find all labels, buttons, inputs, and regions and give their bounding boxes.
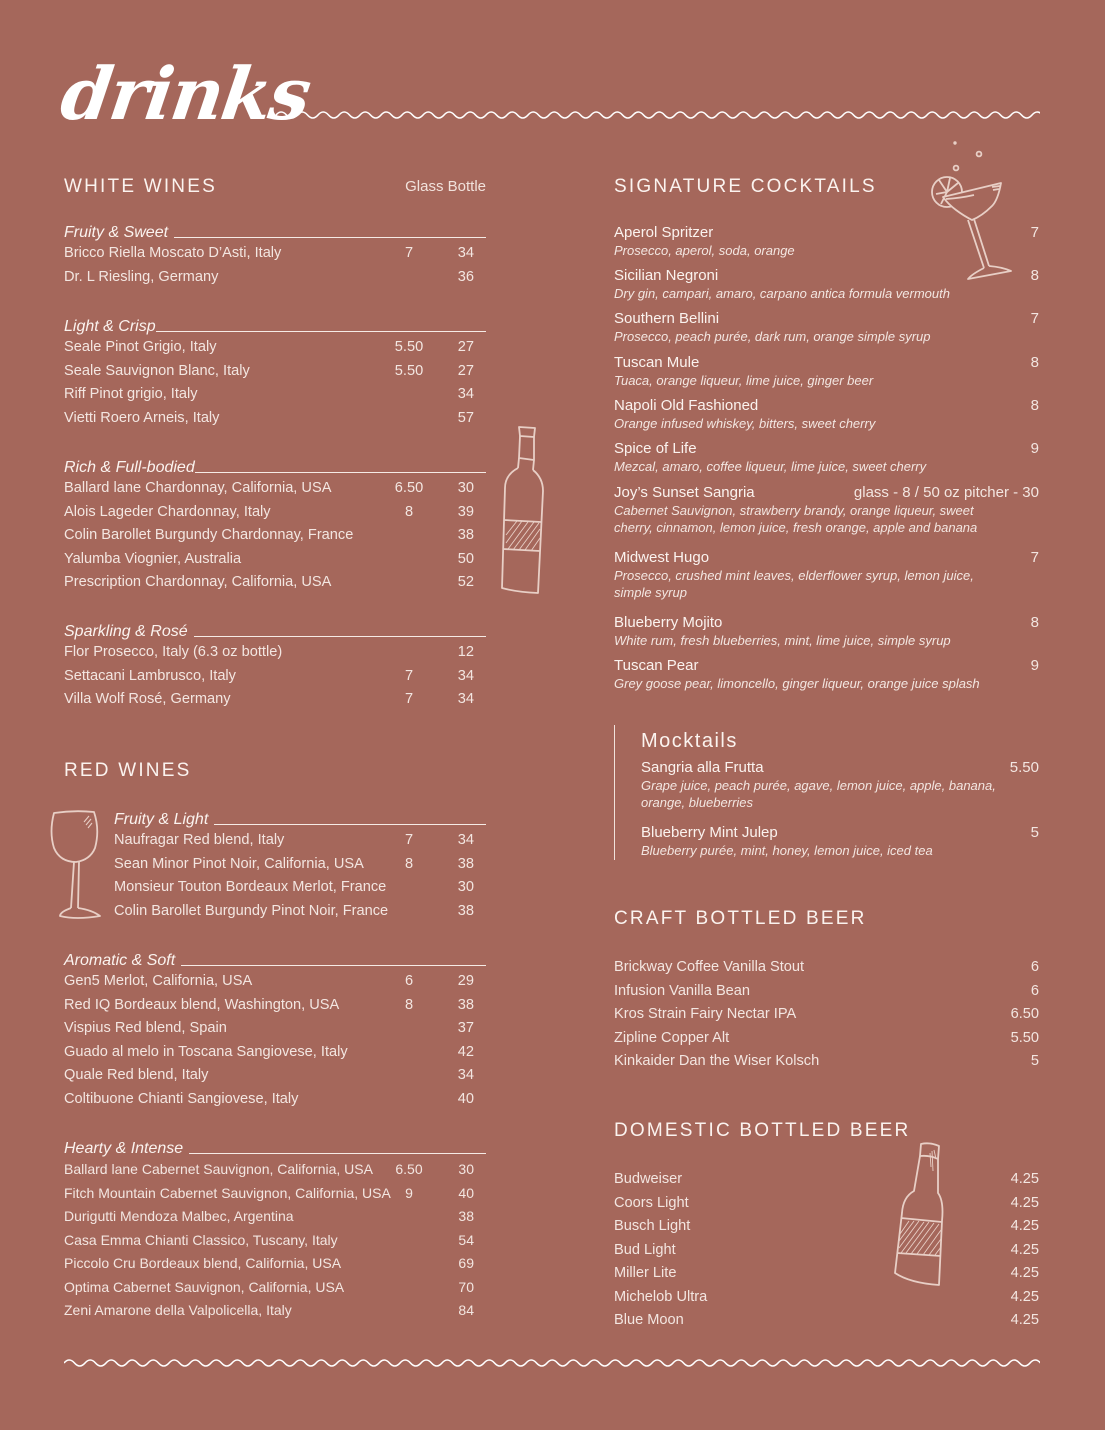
footer-wavy-divider (64, 1356, 1040, 1370)
white-wines-title: WHITE WINES (64, 176, 217, 197)
category-rich-full-bodied (64, 455, 486, 595)
wine-item: Colin Barollet Burgundy Pinot Noir, France 38 (114, 902, 474, 919)
category-fruity-sweet (64, 220, 486, 289)
wine-item: Red IQ Bordeaux blend, Washington, USA 8 38 (64, 996, 474, 1013)
wine-item: Bricco Riella Moscato D’Asti, Italy 7 34 (64, 245, 474, 261)
wine-item: Vispius Red blend, Spain 37 (64, 1020, 474, 1036)
mocktail-item: Sangria alla Frutta 5.50 Grape juice, peach purée, agave, lemon juice, apple, banana, orange, blueberries (641, 759, 1039, 810)
cocktail-item: Southern Bellini 7 Prosecco, peach purée, dark rum, orange simple syrup (614, 310, 1039, 344)
wine-item: Quale Red blend, Italy 34 (64, 1067, 474, 1083)
mocktails-title: Mocktails (641, 730, 738, 752)
white-wines-header (64, 176, 486, 200)
beer-item: Brickway Coffee Vanilla Stout 6 (614, 959, 1039, 975)
category-title: Fruity & Light (114, 811, 209, 828)
beer-item: Michelob Ultra 4.25 (614, 1288, 1039, 1305)
menu-title-logo: drinks (56, 51, 315, 136)
cocktail-item: Sicilian Negroni 8 Dry gin, campari, amaro, carpano antica formula vermouth (614, 267, 1039, 301)
beer-item: Kros Strain Fairy Nectar IPA 6.50 (614, 1006, 1039, 1022)
wine-item: Colin Barollet Burgundy Chardonnay, France 38 (64, 527, 474, 543)
wine-item: Villa Wolf Rosé, Germany 7 34 (64, 691, 474, 707)
beer-item: Blue Moon 4.25 (614, 1312, 1039, 1328)
glass-bottle-column-label: Glass Bottle (405, 178, 486, 195)
wine-item: Sean Minor Pinot Noir, California, USA 8 38 (114, 855, 474, 872)
category-rule (195, 472, 486, 473)
category-title: Rich & Full-bodied (64, 459, 195, 476)
wine-item: Riff Pinot grigio, Italy 34 (64, 386, 474, 402)
wine-item: Casa Emma Chianti Classico, Tuscany, Italy 54 (64, 1231, 474, 1248)
mocktail-item: Blueberry Mint Julep 5 Blueberry purée, mint, honey, lemon juice, iced tea (641, 824, 1039, 858)
beer-item: Infusion Vanilla Bean 6 (614, 982, 1039, 999)
beer-item: Zipline Copper Alt 5.50 (614, 1029, 1039, 1046)
category-light-crisp (64, 314, 486, 430)
category-sparkling-rose (64, 619, 486, 712)
category-fruity-light (114, 807, 486, 923)
category-title: Sparkling & Rosé (64, 623, 188, 640)
wine-item: Ballard lane Cabernet Sauvignon, California, USA 6.50 30 (64, 1161, 474, 1177)
header-wavy-divider (276, 108, 1040, 122)
wine-item: Zeni Amarone della Valpolicella, Italy 84 (64, 1302, 474, 1318)
red-wines-title: RED WINES (64, 760, 192, 781)
wine-bottle-icon (500, 423, 550, 595)
wine-item: Prescription Chardonnay, California, USA 52 (64, 574, 474, 590)
wine-item: Dr. L Riesling, Germany 36 (64, 268, 474, 285)
wine-item: Yalumba Viognier, Australia 50 (64, 550, 474, 567)
wine-glass-icon (48, 810, 104, 922)
category-title: Hearty & Intense (64, 1140, 184, 1157)
wine-item: Fitch Mountain Cabernet Sauvignon, California, USA 9 40 (64, 1184, 474, 1201)
category-rule (189, 1153, 486, 1154)
wine-item: Alois Lageder Chardonnay, Italy 8 39 (64, 503, 474, 520)
mocktails-section (614, 725, 1039, 860)
category-rule (214, 824, 486, 825)
wine-item: Flor Prosecco, Italy (6.3 oz bottle) 12 (64, 644, 474, 660)
cocktail-item: Tuscan Mule 8 Tuaca, orange liqueur, lime juice, ginger beer (614, 354, 1039, 388)
cocktail-item: Napoli Old Fashioned 8 Orange infused whiskey, bitters, sweet cherry (614, 397, 1039, 431)
wine-item: Coltibuone Chianti Sangiovese, Italy 40 (64, 1090, 474, 1107)
wine-item: Vietti Roero Arneis, Italy 57 (64, 409, 474, 426)
wine-item: Seale Pinot Grigio, Italy 5.50 27 (64, 339, 474, 355)
beer-item: Busch Light 4.25 (614, 1218, 1039, 1234)
category-aromatic-soft (64, 948, 486, 1111)
signature-cocktails-title: SIGNATURE COCKTAILS (614, 176, 877, 197)
cocktail-item: Blueberry Mojito 8 White rum, fresh blueberries, mint, lime juice, simple syrup (614, 614, 1039, 648)
craft-beer-title: CRAFT BOTTLED BEER (614, 908, 867, 929)
wine-item: Seale Sauvignon Blanc, Italy 5.50 27 (64, 362, 474, 379)
category-title: Light & Crisp (64, 318, 156, 335)
wine-item: Guado al melo in Toscana Sangiovese, Italy 42 (64, 1043, 474, 1060)
craft-beer-list (614, 956, 1039, 1074)
beer-item: Kinkaider Dan the Wiser Kolsch 5 (614, 1053, 1039, 1069)
cocktail-item: Tuscan Pear 9 Grey goose pear, limoncello, ginger liqueur, orange juice splash (614, 657, 1039, 691)
beer-item: Bud Light 4.25 (614, 1241, 1039, 1258)
domestic-beer-list (614, 1168, 1039, 1333)
wine-item: Naufragar Red blend, Italy 7 34 (114, 832, 474, 848)
wine-item: Optima Cabernet Sauvignon, California, USA 70 (64, 1278, 474, 1295)
wine-item: Monsieur Touton Bordeaux Merlot, France 30 (114, 879, 474, 895)
category-rule (181, 965, 486, 966)
category-rule (174, 237, 486, 238)
category-title: Aromatic & Soft (64, 952, 176, 969)
mocktails-vertical-rule (614, 725, 615, 860)
wine-item: Piccolo Cru Bordeaux blend, California, USA 69 (64, 1255, 474, 1271)
category-rule (194, 636, 486, 637)
cocktail-item: Midwest Hugo 7 Prosecco, crushed mint leaves, elderflower syrup, lemon juice, simple syrup (614, 549, 1039, 600)
cocktail-item: Joy’s Sunset Sangria glass - 8 / 50 oz pitcher - 30 Cabernet Sauvignon, strawberry brandy, orange liqueur, sweet cherry, cinnamon, lemon juice, fresh orange, apple and banana (614, 484, 1039, 535)
beer-item: Coors Light 4.25 (614, 1194, 1039, 1211)
wine-item: Gen5 Merlot, California, USA 6 29 (64, 973, 474, 989)
category-title: Fruity & Sweet (64, 224, 169, 241)
beer-item: Miller Lite 4.25 (614, 1265, 1039, 1281)
cocktail-item: Aperol Spritzer 7 Prosecco, aperol, soda, orange (614, 224, 1039, 258)
category-hearty-intense (64, 1136, 486, 1323)
beer-item: Budweiser 4.25 (614, 1171, 1039, 1187)
wine-item: Ballard lane Chardonnay, California, USA 6.50 30 (64, 480, 474, 496)
wine-item: Durigutti Mendoza Malbec, Argentina 38 (64, 1208, 474, 1224)
cocktail-item: Spice of Life 9 Mezcal, amaro, coffee liqueur, lime juice, sweet cherry (614, 440, 1039, 474)
wine-item: Settacani Lambrusco, Italy 7 34 (64, 667, 474, 684)
cocktail-glass-icon (926, 138, 1016, 288)
beer-bottle-icon (892, 1141, 952, 1286)
domestic-beer-title: DOMESTIC BOTTLED BEER (614, 1120, 911, 1141)
category-rule (156, 331, 486, 332)
